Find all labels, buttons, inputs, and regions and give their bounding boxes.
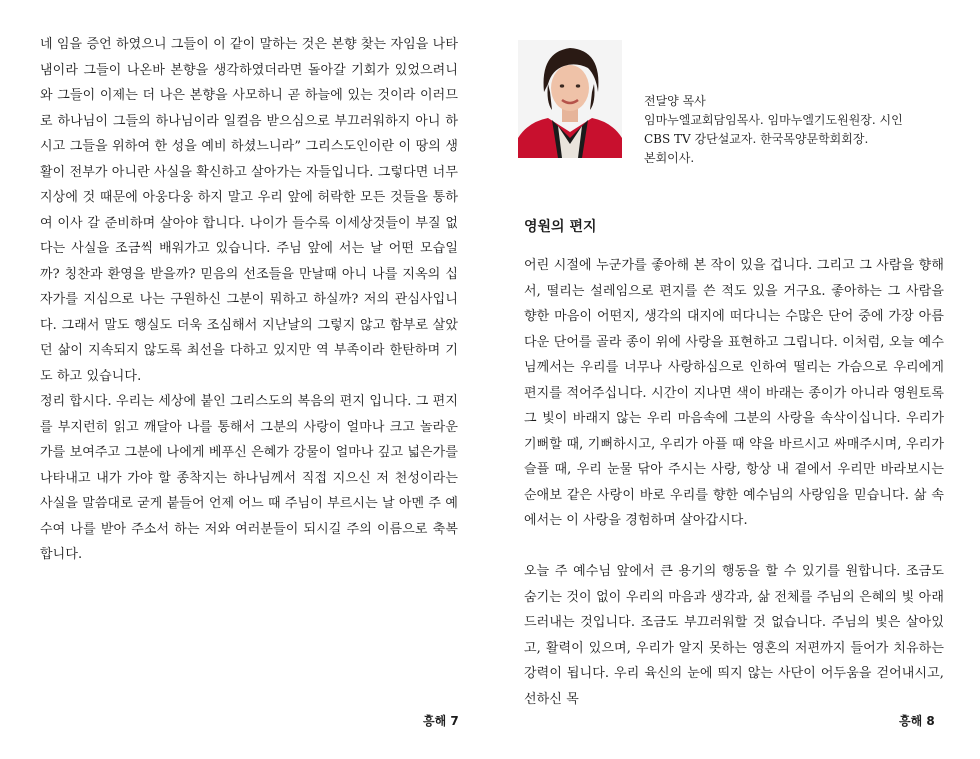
left-paragraph-1: 네 임을 증언 하였으니 그들이 이 같이 말하는 것은 본향 찾는 자임을 나타냄이라 그들이 나온바 본향을 생각하였더라면 돌아갈 기회가 있었으려니와 그들이 이제는 더 나은 본향을 사모하니 곧 하늘에 있는 것이라 이러므로 하나님이 그들의 하나님이라 일컬음 받으심으로 부끄러워하지 아니 하시고 그들을 위하여 한 성을 예비 하셨느니라” 그리스도인이란 이 땅의 생활이 전부가 아니란 사실을 확신하고 살아가는 자들입니다. 그렇다면 너무 지상에 것 때문에 아웅다웅 하지 말고 우리 앞에 허락한 모든 것들을 통하여 이사 갈 준비하며 살아야 합니다. 나이가 들수록 이세상것들이 부질 없다는 사실을 조금씩 배워가고 있습니다. 주님 앞에 서는 날 어떤 모습일까? 칭찬과 환영을 받을까? 믿음의 선조들을 만날때 아니 나를 지옥의 십자가를 지심으로 나는 구원하신 그분이 뭐하고 하실까? 저의 관심사입니다. 그래서 말도 행실도 더욱 조심해서 지난날의 그렇지 않고 함부로 살았던 삶이 지속되지 않도록 최선을 다하고 있지만 역 부족이라 한탄하며 기도 하고 있습니다. <box>40 37 458 384</box>
page-number-left: 흥해 7 <box>423 714 459 728</box>
right-page <box>490 0 980 759</box>
author-bio-line: 임마누엘교회담임목사. 임마누엘기도원원장. 시인 <box>644 113 903 127</box>
author-bio-line: CBS TV 강단설교자. 한국목양문학회회장. <box>644 132 869 146</box>
left-paragraph-2: 정리 합시다. 우리는 세상에 붙인 그리스도의 복음의 편지 입니다. 그 편지를 부지런히 읽고 깨달아 나를 통해서 그분의 사랑이 얼마나 크고 놀라운가를 보여주고 그분에 나에게 베푸신 은혜가 강물이 얼마나 깊고 넓은가를 나타내고 내가 가야 할 종착지는 하나님께서 직접 지으신 저 천성이라는 사실을 말씀대로 굳게 붙들어 언제 어느 때 주님이 부르시는 날 아멘 주 예수여 나를 받아 주소서 하는 저와 여러분들이 되시길 주의 이름으로 축복 합니다. <box>40 394 458 562</box>
author-name: 전달양 목사 <box>644 94 706 108</box>
right-paragraph-2: 오늘 주 예수님 앞에서 큰 용기의 행동을 할 수 있기를 원합니다. 조금도 숨기는 것이 없이 우리의 마음과 생각과, 삶 전체를 주님의 은혜의 빛 아래 드러내는 것입니다. 조금도 부끄러워할 것 없습니다. 주님의 빛은 살아있고, 활력이 있으며, 우리가 알지 못하는 영혼의 저편까지 들어가 치유하는 강력이 됩니다. 우리 육신의 눈에 띄지 않는 사단이 어두움을 걷어내시고, 선하신 목 <box>524 564 944 707</box>
author-portrait-image <box>518 40 622 158</box>
author-bio-line: 본회이사. <box>644 151 695 165</box>
author-info <box>644 92 964 168</box>
article-title: 영원의 편지 <box>524 219 597 235</box>
right-paragraph-1: 어린 시절에 누군가를 좋아해 본 작이 있을 겁니다. 그리고 그 사람을 향해서, 떨리는 설레임으로 편지를 쓴 적도 있을 거구요. 좋아하는 그 사람을 향한 마음이 어떤지, 생각의 대지에 떠다니는 수많은 단어 중에 가장 아름다운 단어를 골라 종이 위에 사랑을 표현하고 그립니다. 이처럼, 오늘 예수님께서는 우리를 너무나 사랑하심으로 인하여 떨리는 가슴으로 우리에게 편지를 적어주십니다. 시간이 지나면 색이 바래는 종이가 아니라 영원토록 그 빛이 바래지 않는 우리 마음속에 그분의 사랑을 속삭이십니다. 우리가 기뻐할 때, 기뻐하시고, 우리가 아플 때 약을 바르시고 싸매주시며, 우리가 슬플 때, 우리 눈물 닦아 주시는 사랑, 항상 내 곁에서 우리만 바라보시는 순애보 같은 사랑이 바로 우리를 향한 예수님의 사랑임을 믿습니다. 삶 속에서는 이 사랑을 경험하며 살아갑시다. <box>524 258 944 528</box>
author-photo <box>518 40 622 158</box>
page-number-right: 흥해 8 <box>899 714 935 728</box>
